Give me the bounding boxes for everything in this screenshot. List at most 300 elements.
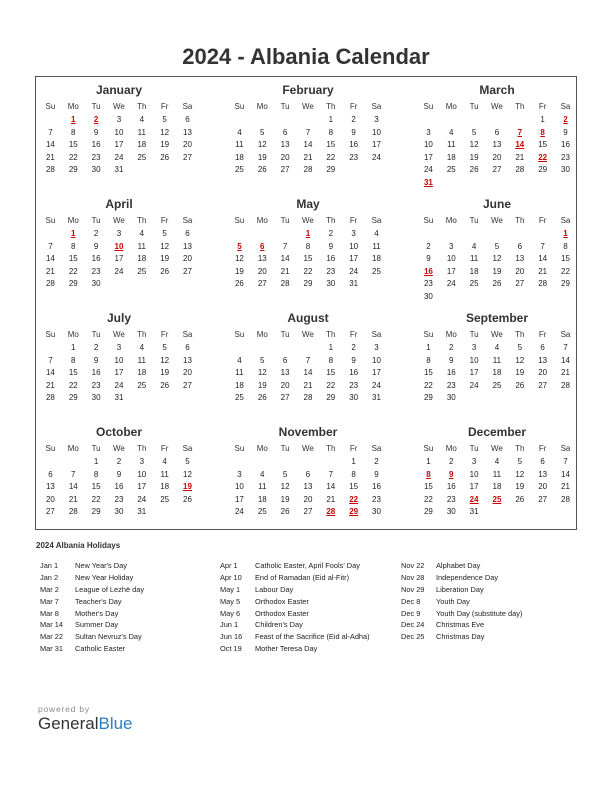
day-cell: 26 <box>469 165 479 174</box>
weekday-label: Tu <box>280 444 290 453</box>
holiday-date: Mar 31 <box>40 644 64 654</box>
day-cell: 17 <box>114 368 124 377</box>
brand-logo[interactable] <box>38 704 133 734</box>
month-days-grid <box>417 99 577 189</box>
day-cell: 3 <box>471 457 477 466</box>
weekday-label: Mo <box>67 444 79 453</box>
day-cell: 31 <box>114 165 124 174</box>
day-cell: 5 <box>260 127 265 137</box>
day-cell: 25 <box>234 165 244 174</box>
week-row <box>39 355 199 368</box>
day-cell: 6 <box>517 241 523 251</box>
day-cell: 19 <box>257 380 267 390</box>
day-cell: 13 <box>45 482 55 491</box>
day-cell: 17 <box>423 152 433 162</box>
holiday-name: Liberation Day <box>436 584 484 594</box>
day-cell: 4 <box>237 355 242 365</box>
day-cell: 4 <box>494 457 500 466</box>
holiday-day: 31 <box>423 177 433 187</box>
empty-cell <box>508 228 531 241</box>
day-cell: 22 <box>423 494 433 504</box>
week-row <box>39 367 199 380</box>
weekday-header <box>39 327 199 342</box>
day-cell: 3 <box>374 343 379 352</box>
holiday-row <box>401 596 522 608</box>
empty-cell <box>228 342 251 355</box>
day-cell: 26 <box>492 279 502 288</box>
day-cell: 5 <box>260 355 265 365</box>
day-cell: 20 <box>257 266 267 276</box>
week-row <box>417 114 577 127</box>
day-cell: 11 <box>137 355 146 365</box>
weekday-label: Tu <box>91 444 101 453</box>
week-row <box>228 127 388 140</box>
day-cell: 24 <box>114 380 124 390</box>
day-cell: 7 <box>563 457 568 466</box>
holiday-day: 22 <box>349 494 359 504</box>
weekday-label: Th <box>515 330 525 339</box>
weekday-header <box>39 99 199 114</box>
day-cell: 6 <box>540 457 545 466</box>
weekday-label: We <box>302 102 314 111</box>
day-cell: 1 <box>328 343 334 352</box>
day-cell: 23 <box>423 279 433 288</box>
day-cell: 6 <box>282 127 288 137</box>
day-cell: 19 <box>160 254 170 263</box>
holiday-day: 8 <box>540 127 545 137</box>
day-cell: 27 <box>183 152 192 162</box>
week-row <box>417 469 577 482</box>
weekday-label: Fr <box>538 216 547 225</box>
month-name: May <box>296 197 320 211</box>
month-name: April <box>105 197 133 211</box>
day-cell: 7 <box>305 355 311 365</box>
week-row <box>228 266 388 279</box>
day-cell: 11 <box>372 241 381 251</box>
day-cell: 8 <box>328 355 334 365</box>
day-cell: 29 <box>91 507 101 516</box>
holiday-name: New Year's Day <box>75 561 127 570</box>
empty-cell <box>130 278 153 291</box>
empty-cell <box>440 177 463 190</box>
week-row <box>228 152 388 165</box>
day-cell: 21 <box>538 266 548 276</box>
holiday-date: Mar 14 <box>40 620 64 630</box>
day-cell: 29 <box>326 165 336 174</box>
week-row <box>417 228 577 241</box>
week-row <box>228 355 388 368</box>
holiday-row <box>40 631 144 643</box>
day-cell: 17 <box>469 482 479 491</box>
holiday-day: 25 <box>492 494 502 504</box>
day-cell: 7 <box>48 241 53 251</box>
month-days-grid <box>228 441 388 519</box>
day-cell: 7 <box>48 355 53 365</box>
day-cell: 9 <box>116 469 122 479</box>
day-cell: 24 <box>137 494 147 504</box>
day-cell: 12 <box>492 254 502 263</box>
week-row <box>417 278 577 291</box>
holiday-day: 1 <box>563 229 568 238</box>
month-april <box>39 196 199 291</box>
week-row <box>417 291 577 304</box>
weekday-label: Mo <box>445 216 457 225</box>
week-row <box>417 139 577 152</box>
week-row <box>417 380 577 393</box>
day-cell: 16 <box>326 254 336 263</box>
holiday-name: Catholic Easter <box>75 644 126 654</box>
holiday-name: Labour Day <box>255 584 294 594</box>
day-cell: 27 <box>280 165 290 174</box>
day-cell: 18 <box>492 368 502 377</box>
day-cell: 2 <box>116 457 122 466</box>
week-row <box>228 139 388 152</box>
week-row <box>228 481 388 494</box>
weekday-label: Su <box>45 330 56 339</box>
day-cell: 24 <box>372 152 381 162</box>
weekday-label: Fr <box>160 216 169 225</box>
day-cell: 23 <box>349 152 359 162</box>
brand-name-general: General <box>38 714 99 733</box>
page-title: 2024 - Albania Calendar <box>182 44 430 69</box>
week-row <box>417 342 577 355</box>
day-cell: 19 <box>515 368 525 377</box>
weekday-label: Su <box>45 444 56 453</box>
weekday-label: We <box>302 444 314 453</box>
empty-cell <box>531 228 554 241</box>
day-cell: 3 <box>116 115 122 124</box>
day-cell: 9 <box>449 355 454 365</box>
day-cell: 19 <box>280 494 290 504</box>
week-row <box>228 506 388 519</box>
weekday-label: Fr <box>160 102 169 111</box>
day-cell: 25 <box>257 507 267 516</box>
holiday-name: Alphabet Day <box>436 561 481 570</box>
day-cell: 12 <box>257 368 267 377</box>
day-cell: 2 <box>93 229 99 238</box>
holiday-name: Mother's Day <box>75 608 119 618</box>
day-cell: 28 <box>561 494 570 504</box>
day-cell: 7 <box>305 127 311 137</box>
empty-cell <box>440 228 463 241</box>
holiday-date: Mar 22 <box>40 632 64 642</box>
month-november <box>228 424 388 519</box>
day-cell: 7 <box>328 469 334 479</box>
week-row <box>417 456 577 469</box>
day-cell: 2 <box>328 229 334 238</box>
day-cell: 21 <box>45 380 55 390</box>
day-cell: 18 <box>137 140 147 149</box>
empty-cell <box>508 392 531 405</box>
day-cell: 24 <box>349 266 359 276</box>
day-cell: 8 <box>71 355 76 365</box>
day-cell: 11 <box>447 140 456 149</box>
day-cell: 25 <box>137 266 147 276</box>
week-row <box>417 177 577 190</box>
day-cell: 24 <box>114 266 124 276</box>
day-cell: 18 <box>446 152 456 162</box>
weekday-label: Mo <box>256 330 268 339</box>
day-cell: 2 <box>374 457 379 466</box>
weekday-label: Su <box>234 330 245 339</box>
day-cell: 12 <box>515 355 525 365</box>
week-row <box>39 114 199 127</box>
empty-cell <box>463 177 486 190</box>
day-cell: 2 <box>351 343 356 352</box>
day-cell: 13 <box>280 368 290 377</box>
day-cell: 27 <box>183 380 192 390</box>
empty-cell <box>531 506 554 519</box>
weekday-label: Sa <box>560 102 571 111</box>
day-cell: 24 <box>234 507 244 516</box>
day-cell: 18 <box>257 494 267 504</box>
empty-cell <box>176 278 199 291</box>
day-cell: 29 <box>68 393 78 402</box>
day-cell: 13 <box>183 127 192 137</box>
day-cell: 30 <box>446 393 456 402</box>
day-cell: 14 <box>45 368 55 377</box>
day-cell: 27 <box>538 380 548 390</box>
holiday-row <box>40 584 144 596</box>
weekday-label: We <box>491 216 503 225</box>
day-cell: 6 <box>185 229 190 238</box>
weekday-label: Mo <box>256 102 268 111</box>
day-cell: 18 <box>234 152 244 162</box>
day-cell: 29 <box>561 279 570 288</box>
empty-cell <box>508 177 531 190</box>
day-cell: 12 <box>160 241 170 251</box>
day-cell: 13 <box>183 355 192 365</box>
day-cell: 25 <box>372 266 381 276</box>
day-cell: 4 <box>471 241 477 251</box>
holiday-day: 2 <box>563 115 568 124</box>
day-cell: 5 <box>162 343 167 352</box>
holiday-date: Jan 2 <box>40 572 59 582</box>
day-cell: 24 <box>372 380 381 390</box>
day-cell: 12 <box>160 127 170 137</box>
month-days-grid <box>39 99 199 177</box>
holiday-date: May 1 <box>220 584 241 594</box>
empty-cell <box>463 228 486 241</box>
week-row <box>228 241 388 254</box>
month-days-grid <box>39 213 199 291</box>
holiday-name: League of Lezhë day <box>75 584 145 594</box>
holiday-row <box>220 560 370 572</box>
day-cell: 9 <box>563 127 568 137</box>
empty-cell <box>486 228 509 241</box>
holiday-name: Feast of the Sacrifice (Eid al-Adha) <box>255 632 370 642</box>
holiday-row <box>220 619 370 631</box>
holiday-day: 10 <box>114 241 124 251</box>
weekday-label: Fr <box>349 102 358 111</box>
day-cell: 11 <box>137 127 146 137</box>
week-row <box>39 241 199 254</box>
day-cell: 29 <box>326 393 336 402</box>
weekday-label: Su <box>234 444 245 453</box>
month-name: June <box>482 197 511 211</box>
week-row <box>417 481 577 494</box>
day-cell: 19 <box>257 152 267 162</box>
day-cell: 17 <box>446 266 456 276</box>
holiday-row <box>401 560 522 572</box>
day-cell: 17 <box>372 368 381 377</box>
day-cell: 2 <box>351 115 356 124</box>
day-cell: 3 <box>374 115 379 124</box>
day-cell: 20 <box>515 266 525 276</box>
day-cell: 14 <box>68 482 78 491</box>
week-row <box>417 392 577 405</box>
day-cell: 16 <box>372 482 381 491</box>
holiday-name: End of Ramadan (Eid al-Fitr) <box>255 572 350 582</box>
weekday-label: Sa <box>182 444 193 453</box>
day-cell: 11 <box>160 469 169 479</box>
day-cell: 20 <box>492 152 502 162</box>
day-cell: 2 <box>449 457 454 466</box>
weekday-label: Th <box>515 102 525 111</box>
day-cell: 6 <box>305 469 311 479</box>
day-cell: 14 <box>303 368 313 377</box>
day-cell: 17 <box>372 140 381 149</box>
holiday-row <box>220 608 370 620</box>
holiday-day: 5 <box>237 241 242 251</box>
month-february <box>228 82 388 177</box>
holiday-row <box>401 619 522 631</box>
day-cell: 4 <box>139 343 145 352</box>
day-cell: 28 <box>45 165 55 174</box>
day-cell: 29 <box>68 165 78 174</box>
day-cell: 23 <box>446 494 456 504</box>
day-cell: 22 <box>68 152 78 162</box>
day-cell: 11 <box>235 368 244 377</box>
week-row <box>39 127 199 140</box>
week-row <box>228 456 388 469</box>
day-cell: 26 <box>160 266 170 276</box>
day-cell: 13 <box>257 254 267 263</box>
holiday-name: Teacher's Day <box>75 596 122 606</box>
day-cell: 14 <box>326 482 336 491</box>
day-cell: 9 <box>351 355 356 365</box>
day-cell: 10 <box>469 355 479 365</box>
day-cell: 20 <box>183 254 192 263</box>
day-cell: 30 <box>446 507 456 516</box>
holiday-date: Nov 29 <box>401 584 425 594</box>
weekday-header <box>39 213 199 228</box>
weekday-label: Th <box>515 216 525 225</box>
weekday-label: Su <box>423 330 434 339</box>
day-cell: 20 <box>183 140 192 149</box>
holiday-row <box>220 584 370 596</box>
day-cell: 4 <box>260 469 265 479</box>
holiday-date: May 5 <box>220 596 241 606</box>
week-row <box>39 494 199 507</box>
week-row <box>417 494 577 507</box>
day-cell: 19 <box>160 140 170 149</box>
weekday-label: Sa <box>560 216 571 225</box>
day-cell: 24 <box>114 152 124 162</box>
day-cell: 26 <box>160 152 170 162</box>
holiday-name: Christmas Day <box>436 632 485 642</box>
week-row <box>417 164 577 177</box>
empty-cell <box>365 164 388 177</box>
empty-cell <box>554 506 577 519</box>
day-cell: 16 <box>349 368 359 377</box>
day-cell: 23 <box>349 380 359 390</box>
week-row <box>417 127 577 140</box>
day-cell: 18 <box>492 482 502 491</box>
day-cell: 22 <box>68 380 78 390</box>
week-row <box>417 506 577 519</box>
day-cell: 22 <box>423 380 433 390</box>
day-cell: 17 <box>469 368 479 377</box>
day-cell: 13 <box>303 482 313 491</box>
empty-cell <box>508 506 531 519</box>
weekday-label: Tu <box>91 216 101 225</box>
day-cell: 1 <box>426 343 431 352</box>
week-row <box>39 469 199 482</box>
day-cell: 1 <box>71 343 76 352</box>
empty-cell <box>153 506 176 519</box>
holiday-date: Mar 2 <box>40 584 59 594</box>
holiday-row <box>401 572 522 584</box>
month-june <box>417 196 577 303</box>
day-cell: 2 <box>449 343 454 352</box>
week-row <box>39 164 199 177</box>
month-march <box>417 82 577 189</box>
day-cell: 25 <box>137 152 147 162</box>
day-cell: 29 <box>423 393 433 402</box>
day-cell: 14 <box>538 254 548 263</box>
empty-cell <box>176 506 199 519</box>
day-cell: 5 <box>517 343 523 352</box>
day-cell: 21 <box>303 152 313 162</box>
day-cell: 23 <box>91 266 101 276</box>
day-cell: 17 <box>114 140 124 149</box>
weekday-label: Sa <box>371 102 382 111</box>
holiday-row <box>401 608 522 620</box>
holiday-name: Independence Day <box>436 572 499 582</box>
holiday-name: Sultan Nevruz's Day <box>75 632 142 642</box>
empty-cell <box>463 392 486 405</box>
day-cell: 21 <box>561 482 570 491</box>
weekday-label: We <box>491 444 503 453</box>
weekday-label: Su <box>423 444 434 453</box>
holiday-row <box>401 584 522 596</box>
day-cell: 6 <box>185 115 190 124</box>
day-cell: 25 <box>446 165 456 174</box>
day-cell: 1 <box>351 457 356 466</box>
day-cell: 1 <box>540 115 545 124</box>
weekday-label: Th <box>137 330 147 339</box>
month-name: August <box>287 311 329 325</box>
holiday-row <box>40 572 144 584</box>
empty-cell <box>440 114 463 127</box>
empty-cell <box>486 177 509 190</box>
week-row <box>39 506 199 519</box>
holiday-name: Youth Day <box>436 596 470 606</box>
day-cell: 19 <box>234 266 244 276</box>
day-cell: 13 <box>183 241 192 251</box>
day-cell: 12 <box>183 469 192 479</box>
day-cell: 31 <box>349 279 359 288</box>
day-cell: 22 <box>68 266 78 276</box>
weekday-label: Th <box>326 102 336 111</box>
week-row <box>228 253 388 266</box>
day-cell: 14 <box>561 469 570 479</box>
weekday-label: Th <box>326 444 336 453</box>
empty-cell <box>251 228 274 241</box>
day-cell: 8 <box>328 127 334 137</box>
day-cell: 13 <box>538 469 548 479</box>
